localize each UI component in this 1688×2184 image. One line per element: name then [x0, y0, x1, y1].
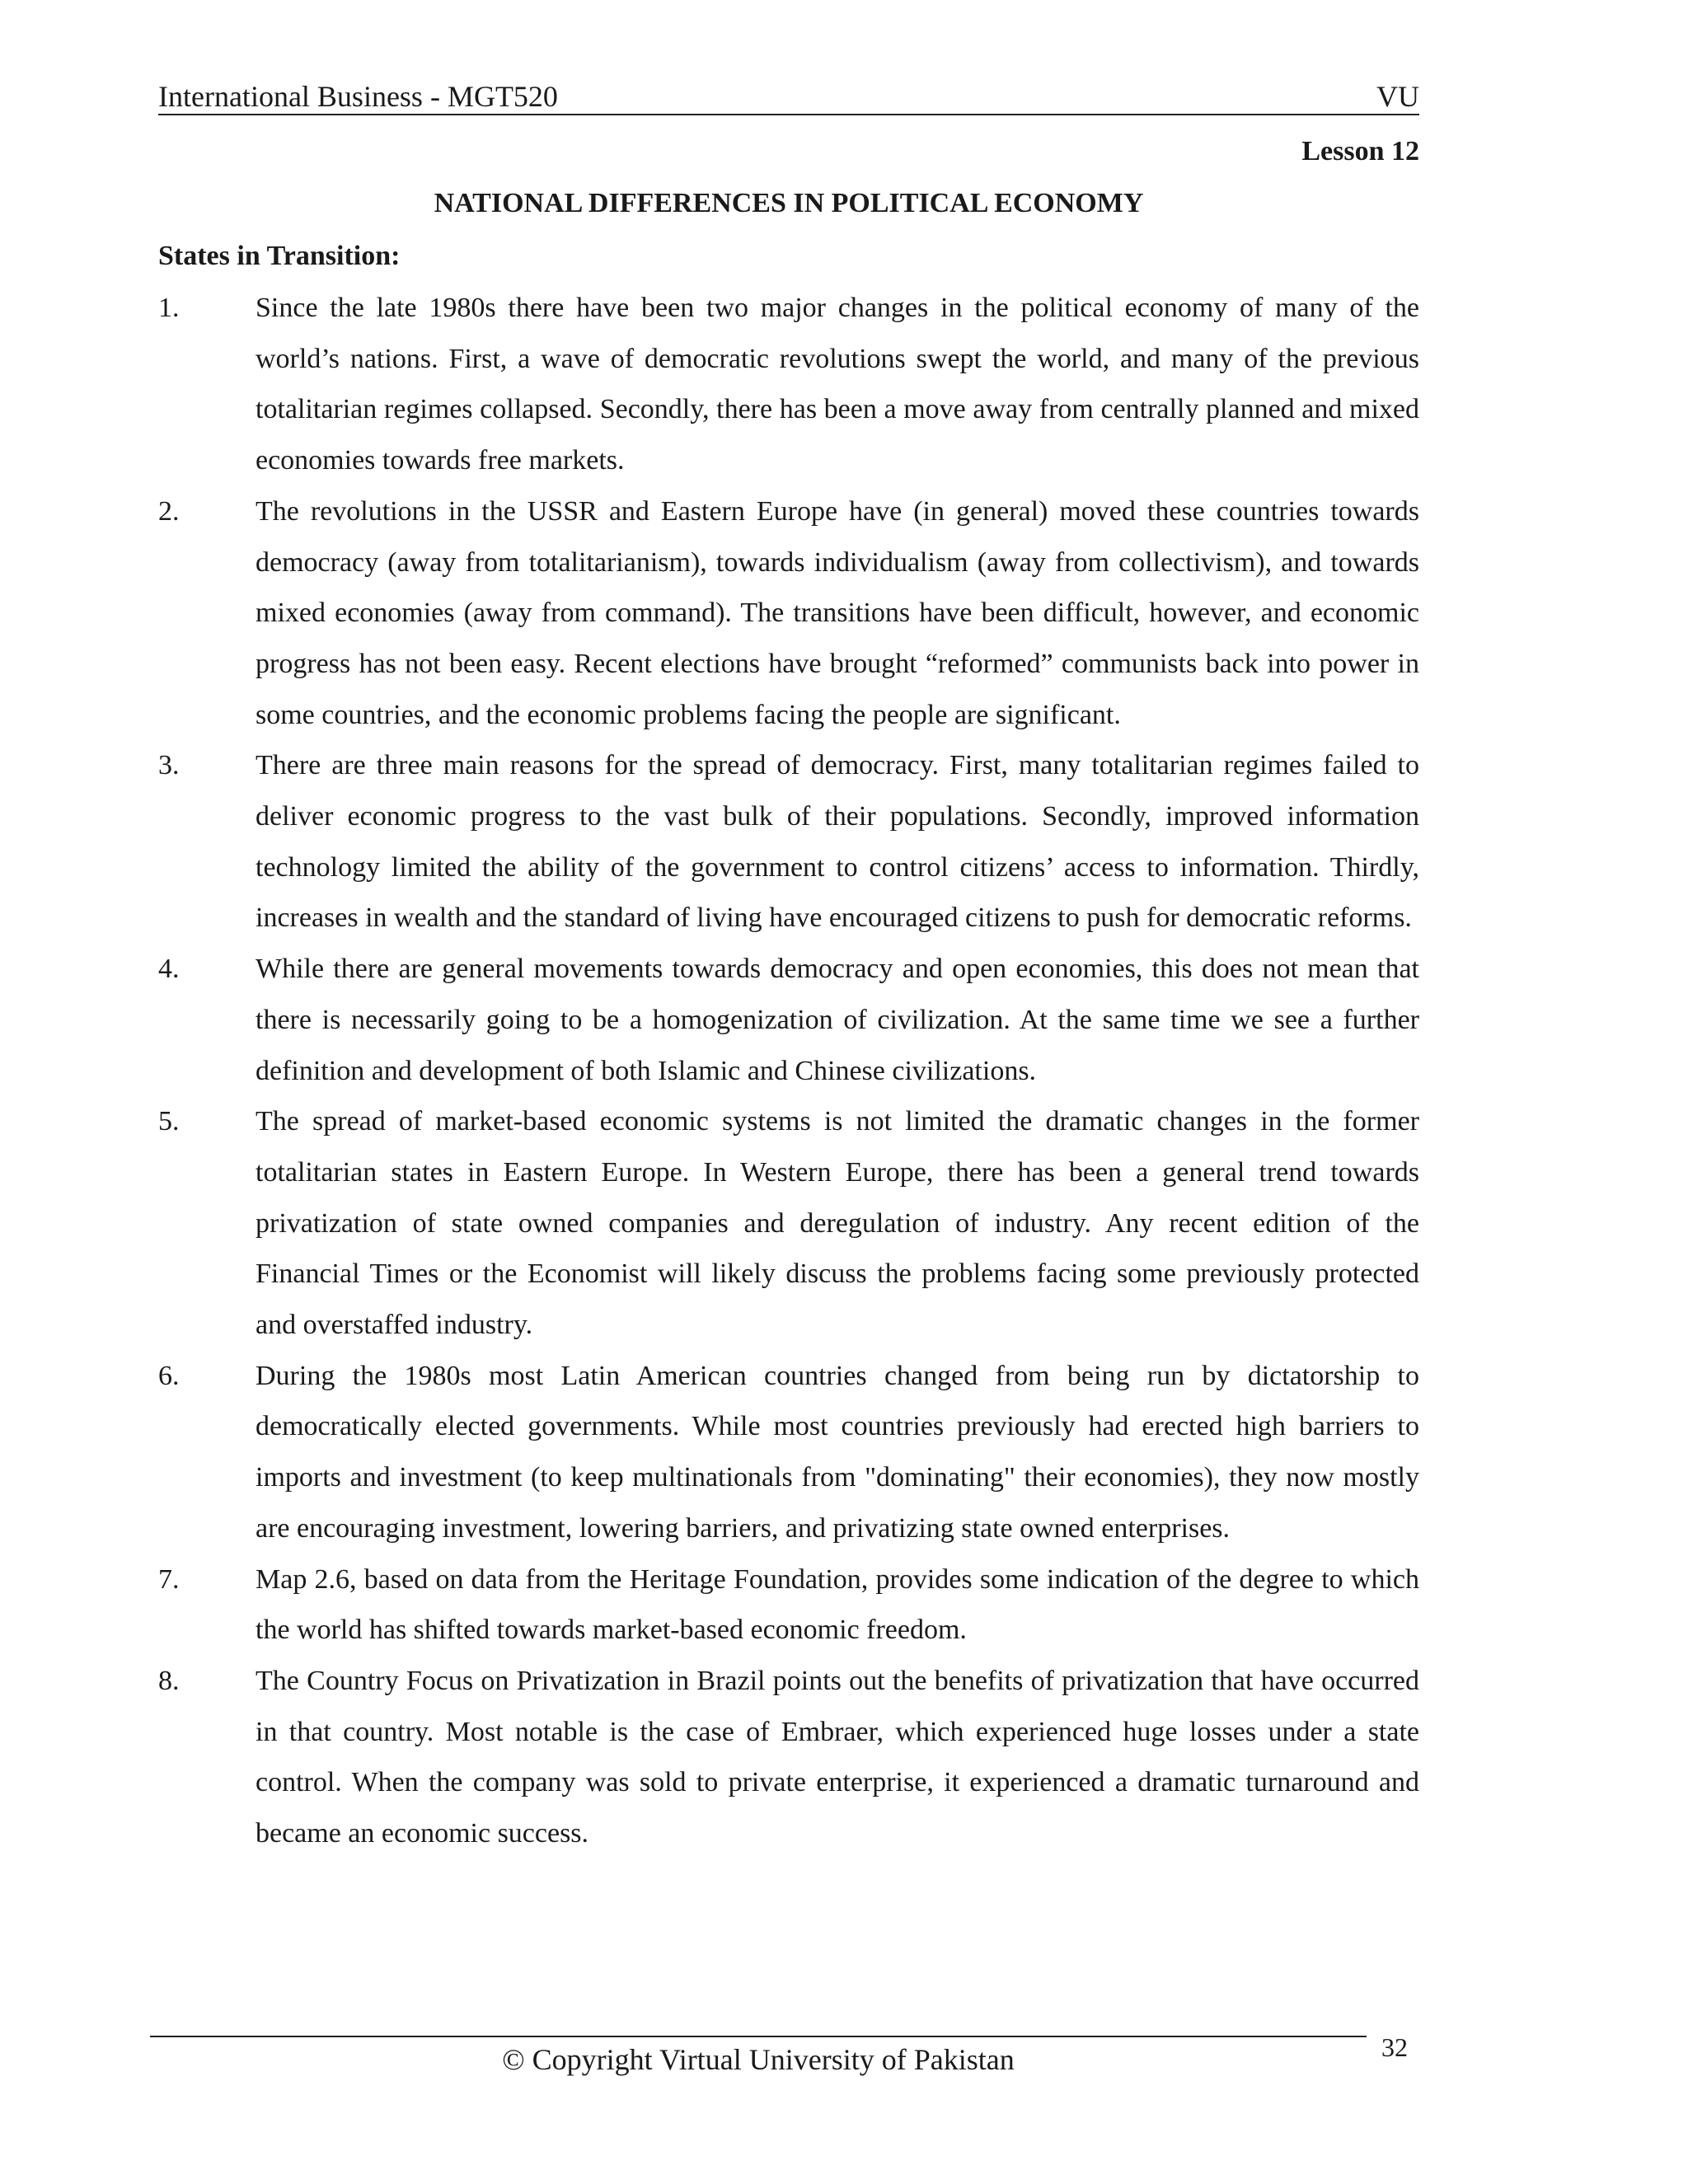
section-heading: States in Transition: [158, 241, 401, 271]
list-item [158, 1656, 1419, 1859]
list-item [158, 1351, 1419, 1554]
list-item-number: 1. [158, 293, 180, 323]
institution-label: VU [1376, 80, 1419, 113]
list-item [158, 740, 1419, 944]
list-item-text: While there are general movements towards democracy and open economies, this does not mean that there is necessarily going to be a homogenization of civilization. At the same time we see a further definition and development of both Islamic and Chinese civilizations. [256, 954, 1419, 1086]
list-item-number: 7. [158, 1563, 180, 1595]
list-item-text: There are three main reasons for the spread of democracy. First, many totalitarian regimes failed to deliver economic progress to the vast bulk of their populations. Secondly, improved information technology limited the ability of the government to control citizens’ access to information. Thirdly, increases in wealth and the standard of living have encouraged citizens to push for democratic reforms. [256, 750, 1419, 934]
list-item-text: Map 2.6, based on data from the Heritage Foundation, provides some indication of the degree to which the world has shifted towards market-based economic freedom. [256, 1563, 1419, 1646]
list-item-text: The Country Focus on Privatization in Brazil points out the benefits of privatization that have occurred in that country. Most notable is the case of Embraer, which experienced huge losses under a state control. When the company was sold to private enterprise, it experienced a dramatic turnaround and became an economic success. [256, 1665, 1419, 1849]
copyright-notice: © Copyright Virtual University of Pakistan [502, 2043, 1015, 2076]
list-item-number: 8. [158, 1665, 180, 1696]
page-number: 32 [1381, 2032, 1408, 2062]
course-title: International Business - MGT520 [158, 80, 558, 113]
list-item [158, 1554, 1419, 1656]
page-header [158, 76, 1419, 115]
numbered-list [158, 283, 1419, 1859]
list-item-text: The revolutions in the USSR and Eastern Europe have (in general) moved these countries towards democracy (away from totalitarianism), towards individualism (away from collectivism), and towards mixed economies (away from command). The transitions have been difficult, however, and economic progress has not been easy. Recent elections have brought “reformed” communists back into power in some countries, and the economic problems facing the people are significant. [256, 495, 1419, 730]
list-item [158, 1096, 1419, 1351]
list-item-number: 5. [158, 1106, 180, 1137]
list-item-text: Since the late 1980s there have been two major changes in the political economy of many of the world’s nations. First, a wave of democratic revolutions swept the world, and many of the previous totalitarian regimes collapsed. Secondly, there has been a move away from centrally planned and mixed economies towards free markets. [256, 293, 1419, 476]
list-item-number: 6. [158, 1360, 180, 1391]
list-item-number: 2. [158, 495, 180, 527]
page-title: NATIONAL DIFFERENCES IN POLITICAL ECONOMY [434, 188, 1144, 218]
list-item [158, 486, 1419, 741]
list-item-number: 4. [158, 954, 180, 985]
footer-divider [150, 2036, 1367, 2037]
lesson-label: Lesson 12 [1301, 136, 1419, 166]
list-item [158, 944, 1419, 1096]
list-item-text: During the 1980s most Latin American countries changed from being run by dictatorship to democratically elected governments. While most countries previously had erected high barriers to imports and investment (to keep multinationals from "dominating" their economies), they now mostly are encouraging investment, lowering barriers, and privatizing state owned enterprises. [256, 1360, 1419, 1544]
list-item [158, 283, 1419, 486]
list-item-number: 3. [158, 750, 180, 781]
list-item-text: The spread of market-based economic systems is not limited the dramatic changes in the former totalitarian states in Eastern Europe. In Western Europe, there has been a general trend towards privatization of state owned companies and deregulation of industry. Any recent edition of the Financial Times or the Economist will likely discuss the problems facing some previously protected and overstaffed industry. [256, 1106, 1419, 1341]
